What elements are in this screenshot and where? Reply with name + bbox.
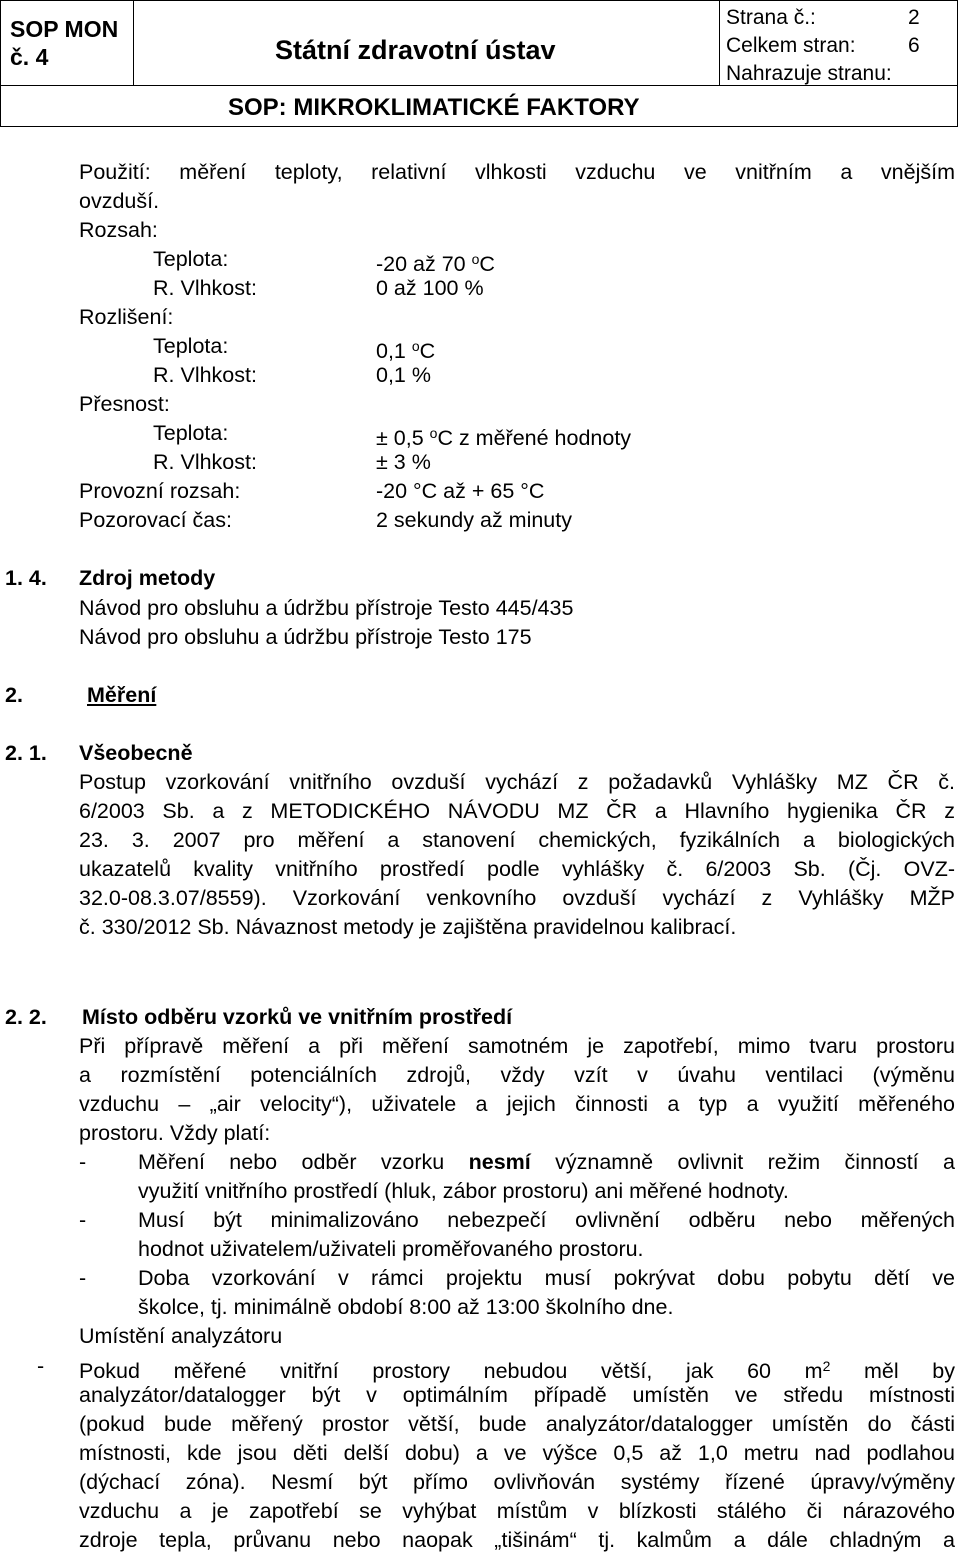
section-2-1-line: 32.0-08.3.07/8559). Vzorkování venkovního ovzduší vychází z Vyhlášky MŽP [79,886,955,910]
range-label: Rozsah: [79,218,158,242]
bullet-dash: - [79,1208,87,1232]
section-2-title: Měření [87,683,157,707]
usage-line-1: Použití: měření teploty, relativní vlhkosti vzduchu ve vnitřním a vnějším [79,160,955,184]
placement-line: zdroje tepla, průvanu nebo naopak „tišinám“ tj. kalmům a dále chladným a [79,1528,955,1552]
section-2-number: 2. [5,683,23,707]
accuracy-temp-value: ± 0,5 $^o$C z měřené hodnoty [376,425,632,450]
section-2-2-intro-line: vzduchu – „air velocity“), uživatele a jejich činnosti a typ a využití měřeného [79,1092,955,1116]
section-2-1-number: 2. 1. [5,741,47,765]
section-2-1-line: č. 330/2012 Sb. Návaznost metody je zajištěna pravidelnou kalibrací. [79,915,737,939]
replaces-page-label: Nahrazuje stranu: [726,62,892,85]
bullet-3-line-2: školce, tj. minimálně období 8:00 až 13:00 školního dne. [138,1295,674,1319]
accuracy-label: Přesnost: [79,392,170,416]
section-2-2-number: 2. 2. [5,1005,47,1029]
section-2-1-line: Postup vzorkování vnitřního ovzduší vychází z požadavků Vyhlášky MZ ČR č. [79,770,955,794]
document-title: SOP: MIKROKLIMATICKÉ FAKTORY [228,94,640,121]
total-pages-value: 6 [908,34,920,57]
accuracy-humidity-value: ± 3 % [376,450,431,474]
observation-time-value: 2 sekundy až minuty [376,508,572,532]
total-pages-label: Celkem stran: [726,34,856,57]
bullet-3-line-1: Doba vzorkování v rámci projektu musí pokrývat dobu pobytu dětí ve [138,1266,955,1290]
section-1-4-line-2: Návod pro obsluhu a údržbu přístroje Testo 175 [79,625,532,649]
section-1-4-number: 1. 4. [5,566,47,590]
range-temp-value: -20 až 70 $^o$C [376,251,495,276]
section-2-2-intro-line: prostoru. Vždy platí: [79,1121,271,1145]
document-header [0,0,958,127]
section-2-2-intro-line: Při přípravě měření a při měření samotném je zapotřebí, mimo tvaru prostoru [79,1034,955,1058]
resolution-temp-value: 0,1 $^o$C [376,338,436,363]
sop-number-line2: č. 4 [10,44,49,70]
placement-line: vzduchu a je zapotřebí se vyhýbat místům v blízkosti stálého či nárazového [79,1499,955,1523]
resolution-temp-label: Teplota: [153,334,229,358]
bullet-dash: - [79,1266,87,1290]
bullet-2-line-1: Musí být minimalizováno nebezpečí ovlivnění odběru nebo měřených [138,1208,955,1232]
section-2-1-title: Všeobecně [79,741,193,765]
section-2-1-line: 23. 3. 2007 pro měření a stanovení chemických, fyzikálních a biologických [79,828,955,852]
resolution-humidity-label: R. Vlhkost: [153,363,257,387]
section-2-1-line: ukazatelů kvality vnitřního prostředí podle vyhlášky č. 6/2003 Sb. (Čj. OVZ- [79,857,955,881]
bullet-1-line-1: Měření nebo odběr vzorku nesmí významně ovlivnit režim činností a [138,1150,955,1174]
observation-time-label: Pozorovací čas: [79,508,232,532]
placement-line: místnosti, kde jsou děti delší dobu) a ve výšce 0,5 až 1,0 metru nad podlahou [79,1441,955,1465]
section-2-2-intro-line: a rozmístění potenciálních zdrojů, vždy vzít v úvahu ventilaci (výměnu [79,1063,955,1087]
sop-number-line1: SOP MON [10,16,119,42]
bullet-dash: - [37,1354,45,1378]
placement-line: (dýchací zóna). Nesmí být přímo ovlivňován systémy řízené úpravy/výměny [79,1470,955,1494]
range-temp-label: Teplota: [153,247,229,271]
bullet-2-line-2: hodnot uživatelem/uživateli proměřovaného prostoru. [138,1237,644,1261]
resolution-humidity-value: 0,1 % [376,363,431,387]
accuracy-temp-label: Teplota: [153,421,229,445]
accuracy-humidity-label: R. Vlhkost: [153,450,257,474]
placement-line-1: Pokud měřené vnitřní prostory nebudou větší, jak 60 $m^2$ měl by [79,1358,955,1383]
placement-title: Umístění analyzátoru [79,1324,283,1348]
operating-range-label: Provozní rozsah: [79,479,241,503]
range-humidity-value: 0 až 100 % [376,276,484,300]
placement-line: (pokud bude měřený prostor větší, bude analyzátor/datalogger umístěn do části [79,1412,955,1436]
section-2-1-line: 6/2003 Sb. a z METODICKÉHO NÁVODU MZ ČR a Hlavního hygienika ČR z [79,799,955,823]
range-humidity-label: R. Vlhkost: [153,276,257,300]
bullet-dash: - [79,1150,87,1174]
resolution-label: Rozlišení: [79,305,174,329]
page-number-value: 2 [908,6,920,29]
bullet-1-line-2: využití vnitřního prostředí (hluk, zábor prostoru) ani měřené hodnoty. [138,1179,789,1203]
usage-line-2: ovzduší. [79,189,160,213]
institute-name: Státní zdravotní ústav [275,35,556,65]
section-1-4-line-1: Návod pro obsluhu a údržbu přístroje Testo 445/435 [79,596,574,620]
operating-range-value: -20 °C až + 65 °C [376,479,545,503]
page-number-label: Strana č.: [726,6,816,29]
placement-line: analyzátor/datalogger být v optimálním případě umístěn ve středu místnosti [79,1383,955,1407]
section-1-4-title: Zdroj metody [79,566,216,590]
section-2-2-title: Místo odběru vzorků ve vnitřním prostředí [82,1005,513,1029]
